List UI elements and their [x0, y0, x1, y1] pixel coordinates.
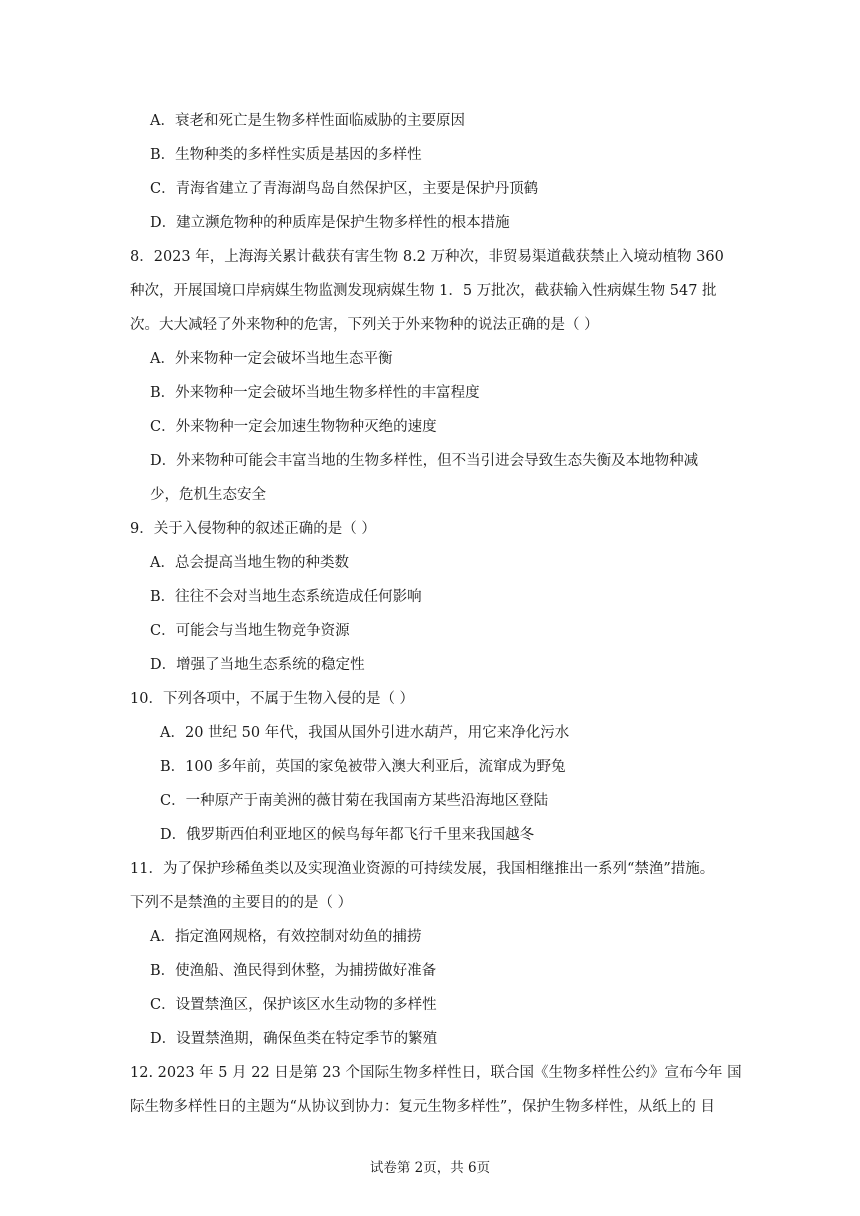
q11-option-c: C．设置禁渔区，保护该区水生动物的多样性 — [150, 997, 437, 1013]
q8-option-c: C．外来物种一定会加速生物物种灭绝的速度 — [150, 419, 437, 435]
q10-option-d: D．俄罗斯西伯利亚地区的候鸟每年都飞行千里来我国越冬 — [160, 827, 535, 843]
q8-option-b: B．外来物种一定会破坏当地生物多样性的丰富程度 — [150, 385, 480, 401]
q8-option-d-line2: 少，危机生态安全 — [150, 487, 266, 503]
q10-option-c: C．一种原产于南美洲的薇甘菊在我国南方某些沿海地区登陆 — [160, 793, 549, 809]
q8-stem-line1: 8．2023 年，上海海关累计截获有害生物 8.2 万种次，非贸易渠道截获禁止入境动植物 360 — [130, 249, 724, 265]
q11-option-d: D．设置禁渔期，确保鱼类在特定季节的繁殖 — [150, 1031, 438, 1047]
q7-option-d: D．建立濒危物种的种质库是保护生物多样性的根本措施 — [150, 215, 510, 231]
q12-stem-line2: 际生物多样性日的主题为“从协议到协力：复元生物多样性”，保护生物多样性，从纸上的 目 — [130, 1099, 715, 1115]
q9-option-d: D．增强了当地生态系统的稳定性 — [150, 657, 365, 673]
q9-stem: 9．关于入侵物种的叙述正确的是（ ） — [130, 521, 376, 537]
q11-stem-line1: 11．为了保护珍稀鱼类以及实现渔业资源的可持续发展，我国相继推出一系列“禁渔”措施。 — [130, 861, 715, 877]
q9-option-b: B．往往不会对当地生态系统造成任何影响 — [150, 589, 422, 605]
q10-option-b: B．100 多年前，英国的家兔被带入澳大利亚后，流窜成为野兔 — [160, 759, 566, 775]
q11-option-a: A．指定渔网规格，有效控制对幼鱼的捕捞 — [150, 929, 422, 945]
q9-option-c: C．可能会与当地生物竞争资源 — [150, 623, 350, 639]
q7-option-c: C．青海省建立了青海湖鸟岛自然保护区，主要是保护丹顶鹤 — [150, 181, 539, 197]
page-footer: 试卷第 2页，共 6页 — [369, 1160, 491, 1176]
q8-stem-line2: 种次，开展国境口岸病媒生物监测发现病媒生物 1．5 万批次，截获输入性病媒生物 547 批 — [130, 283, 717, 299]
q11-option-b: B．使渔船、渔民得到休整，为捕捞做好准备 — [150, 963, 437, 979]
q7-option-a: A．衰老和死亡是生物多样性面临威胁的主要原因 — [150, 113, 465, 129]
q11-stem-line2: 下列不是禁渔的主要目的的是（ ） — [130, 895, 353, 911]
q8-stem-line3: 次。大大减轻了外来物种的危害，下列关于外来物种的说法正确的是（ ） — [130, 317, 599, 333]
q9-option-a: A．总会提高当地生物的种类数 — [150, 555, 349, 571]
q8-option-a: A．外来物种一定会破坏当地生态平衡 — [150, 351, 393, 367]
q12-stem-line1: 12. 2023 年 5 月 22 日是第 23 个国际生物多样性日，联合国《生物多样性公约》宣布今年 国 — [130, 1065, 742, 1081]
q10-stem: 10．下列各项中，不属于生物入侵的是（ ） — [130, 691, 415, 707]
q7-option-b: B．生物种类的多样性实质是基因的多样性 — [150, 147, 422, 163]
q10-option-a: A．20 世纪 50 年代，我国从国外引进水葫芦，用它来净化污水 — [160, 725, 570, 741]
q8-option-d-line1: D．外来物种可能会丰富当地的生物多样性，但不当引进会导致生态失衡及本地物种减 — [150, 453, 699, 469]
